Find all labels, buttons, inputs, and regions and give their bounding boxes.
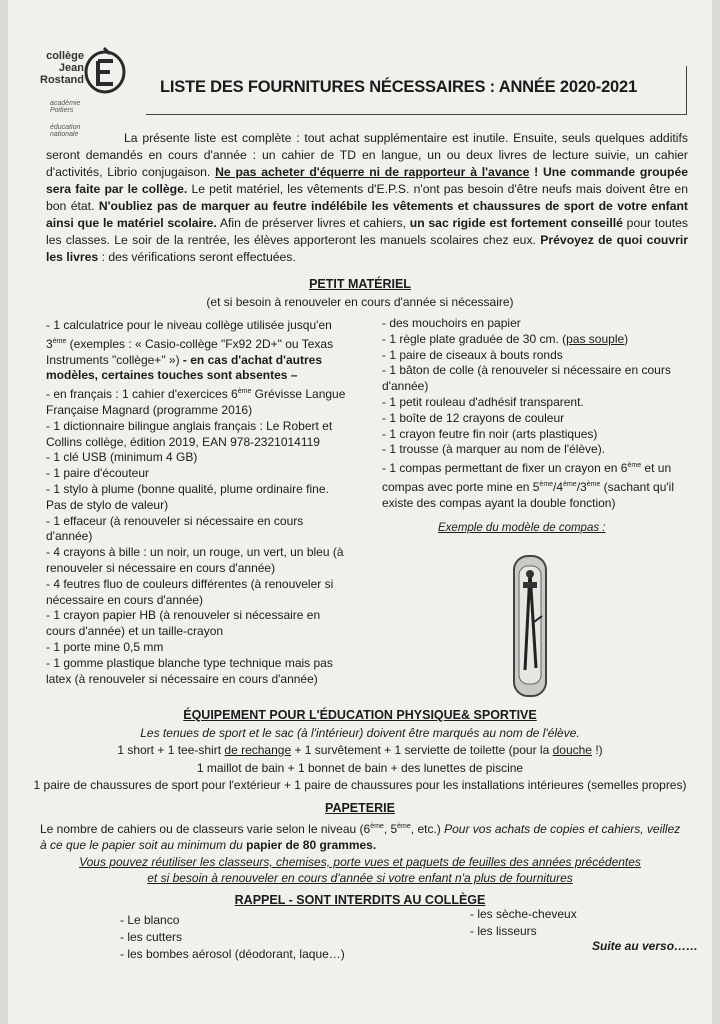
- list-item-colle: - 1 bâton de colle (à renouveler si nécessaire en cours d'année): [382, 363, 671, 394]
- list-item-trousse: - 1 trousse (à marquer au nom de l'élève).: [382, 442, 606, 457]
- list-item-blanco: - Le blanco: [120, 913, 180, 927]
- list-item-ciseaux: - 1 paire de ciseaux à bouts ronds: [382, 347, 563, 362]
- logo-academie-1: académie: [50, 100, 81, 107]
- papeterie-heading: PAPETERIE: [325, 801, 395, 815]
- list-item-ecouteur: - 1 paire d'écouteur: [46, 466, 150, 481]
- eps-line-1: Les tenues de sport et le sac (à l'intérieur) doivent être marqués au nom de l'élève.: [140, 726, 580, 740]
- logo-education-1: éducation: [50, 124, 81, 131]
- list-item-regle: - 1 règle plate graduée de 30 cm. (pas souple): [382, 331, 629, 346]
- intro-paragraph: [46, 130, 688, 266]
- papeterie-line-3: et si besoin à renouveler en cours d'année si votre enfant n'a plus de fournitures: [147, 871, 573, 885]
- list-item-crayons-couleur: - 1 boîte de 12 crayons de couleur: [382, 410, 565, 425]
- compass-caption: Exemple du modèle de compas :: [438, 522, 606, 534]
- petit-materiel-subheading: (et si besoin à renouveler en cours d'année si nécessaire): [206, 295, 514, 309]
- eps-line-2: 1 short + 1 tee-shirt de rechange + 1 survêtement + 1 serviette de toilette (pour la douche !): [117, 743, 603, 757]
- intro-text-5: : des vérifications seront effectuées.: [98, 250, 296, 264]
- list-item-stylo: - 1 stylo à plume (bonne qualité, plume ordinaire fine. Pas de stylo de valeur): [46, 481, 329, 512]
- rappel-left-list: [120, 912, 345, 963]
- list-item-fluo: - 4 feutres fluo de couleurs différentes (à renouveler si nécessaire en cours d'année): [46, 576, 334, 607]
- petit-materiel-heading: PETIT MATÉRIEL: [309, 277, 411, 291]
- intro-text-4: pour toutes les classes. Le soir de la rentrée, les élèves apporteront les manuels scolaires chez eux.: [46, 216, 689, 247]
- eps-heading: ÉQUIPEMENT POUR L'ÉDUCATION PHYSIQUE& SPORTIVE: [183, 708, 537, 722]
- list-item-cutters: - les cutters: [120, 930, 183, 944]
- rappel-right-list: [470, 906, 577, 940]
- intro-couvrir-livres: Prévoyez de quoi couvrir les livres: [46, 233, 688, 264]
- papeterie-line-1: Le nombre de cahiers ou de classeurs varie selon le niveau (6ème, 5ème, etc.) Pour vos achats de copies et cahiers, veillez à ce que le papier soit au minimum du papier de 80 grammes.: [40, 822, 681, 852]
- list-item-francais: - en français : 1 cahier d'exercices 6ème Grévisse Langue Française Magnard (programme 2016): [46, 387, 346, 417]
- compass-image: [506, 552, 556, 700]
- list-item-crayon-hb: - 1 crayon papier HB (à renouveler si nécessaire en cours d'année) et un taille-crayon: [46, 608, 321, 639]
- list-item-calculatrice: - 1 calculatrice pour le niveau collège utilisée jusqu'en 3ème (exemples : « Casio-collège "Fx92 2D+" ou Texas Instruments "collège+" ») - en cas d'achat d'autres modèles, certaines touches sont absentes –: [46, 318, 334, 383]
- eps-line-4: 1 paire de chaussures de sport pour l'extérieur + 1 paire de chaussures pour les installations intérieures (semelles propres): [33, 778, 687, 792]
- page-title: LISTE DES FOURNITURES NÉCESSAIRES : ANNÉE 2020-2021: [160, 78, 637, 96]
- list-item-dictionnaire: - 1 dictionnaire bilingue anglais français : Le Robert et Collins collège, édition 2019, EAN 978-2321014119: [46, 418, 333, 449]
- papeterie-line-2: Vous pouvez réutiliser les classeurs, chemises, porte vues et paquets de feuilles des années précédentes: [79, 855, 641, 869]
- list-item-seche-cheveux: - les sèche-cheveux: [470, 907, 577, 921]
- list-item-bille: - 4 crayons à bille : un noir, un rouge, un vert, un bleu (à renouveler si nécessaire en cours d'année): [46, 545, 344, 575]
- list-item-porte-mine: - 1 porte mine 0,5 mm: [46, 639, 164, 654]
- intro-commande-groupee: ! Une commande groupée sera faite par le collège.: [46, 165, 689, 196]
- list-item-aerosol: - les bombes aérosol (déodorant, laque…): [120, 947, 345, 961]
- logo-school-name: Jean Rostand: [40, 62, 84, 86]
- suite-au-verso: Suite au verso……: [592, 939, 699, 953]
- eps-line-3: 1 maillot de bain + 1 bonnet de bain + des lunettes de piscine: [196, 761, 524, 775]
- list-item-adhesif: - 1 petit rouleau d'adhésif transparent.: [382, 394, 584, 409]
- intro-text-1: La présente liste est complète : tout achat supplémentaire est inutile. Ensuite, seuls quelques additifs seront demandés en cours d'année : un cahier de TD en langue, un ou deux livres de lecture suivie, un cahier d'activités, Librio conjugaison.: [46, 131, 688, 179]
- list-item-gomme: - 1 gomme plastique blanche type technique mais pas latex (à renouveler si nécessaire en cours d'année): [46, 655, 333, 686]
- title-box: [146, 66, 687, 115]
- logo-education-2: nationale: [50, 131, 79, 138]
- rappel-heading: RAPPEL - SONT INTERDITS AU COLLÈGE: [234, 893, 486, 907]
- intro-warning-equerre: Ne pas acheter d'équerre ni de rapporteur à l'avance: [215, 165, 530, 179]
- list-item-effaceur: - 1 effaceur (à renouveler si nécessaire en cours d'année): [46, 513, 304, 544]
- petit-materiel-left-list: [46, 318, 352, 687]
- intro-marquer-feutre: N'oubliez pas de marquer au feutre indélébile les vêtements et chaussures de sport de votre enfant ainsi que le matériel scolaire.: [46, 199, 688, 230]
- petit-materiel-right-list: [382, 316, 688, 512]
- logo-college-text: collège: [46, 50, 84, 62]
- logo-e-mark-icon: [84, 44, 126, 94]
- document-page: [8, 0, 712, 1024]
- list-item-feutre: - 1 crayon feutre fin noir (arts plastiques): [382, 426, 598, 441]
- intro-text-3: Afin de préserver livres et cahiers,: [216, 216, 410, 230]
- intro-text-2: Le petit matériel, les vêtements d'E.P.S. n'ont pas besoin d'être neufs mais doivent être en bon état.: [46, 182, 688, 213]
- list-item-compas: - 1 compas permettant de fixer un crayon en 6ème et un compas avec porte mine en 5ème/4ème/3ème (sachant qu'il existe des compas ayant la double fonction): [382, 461, 674, 510]
- list-item-lisseurs: - les lisseurs: [470, 924, 537, 938]
- intro-sac-rigide: un sac rigide est fortement conseillé: [409, 216, 623, 230]
- list-item-mouchoirs: - des mouchoirs en papier: [382, 316, 521, 330]
- list-item-usb: - 1 clé USB (minimum 4 GB): [46, 450, 198, 465]
- logo-academie-2: Poitiers: [50, 107, 74, 114]
